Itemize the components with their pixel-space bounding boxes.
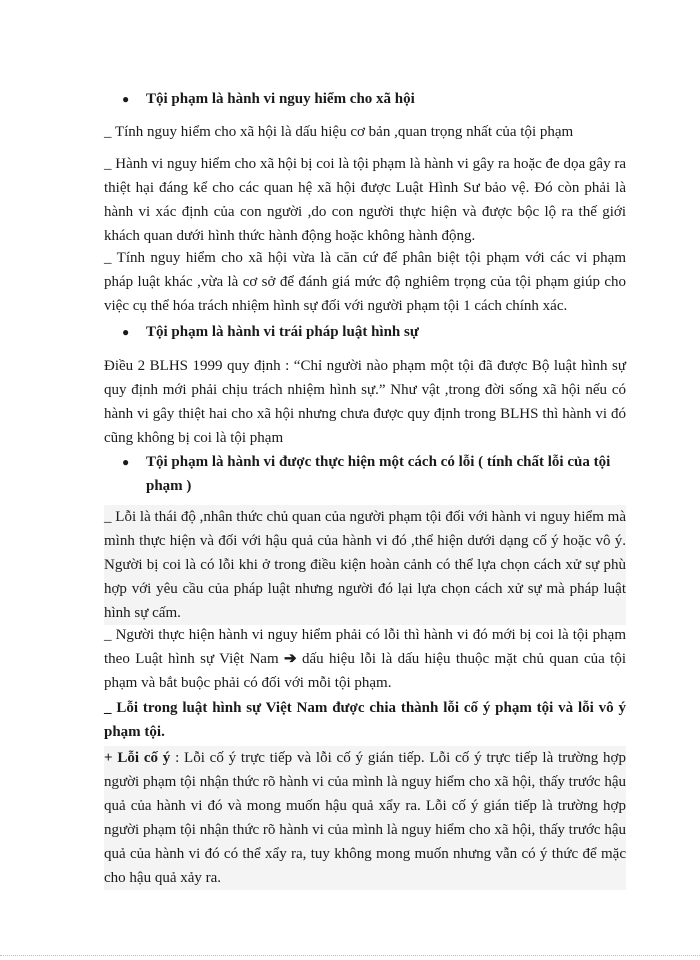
- bullet-icon: ●: [122, 455, 130, 469]
- paragraph-4: Điều 2 BLHS 1999 quy định : “Chỉ người nào phạm một tội đã được Bộ luật hình sự quy định mới phải chịu trách nhiệm hình sự.” Như vật ,trong đời sống xã hội nếu có hành vi gây thiệt hai cho xã hội nhưng chưa được quy định trong BLHS thì hành vi đó cũng không bị coi là tội phạm: [104, 358, 626, 446]
- bullet-icon: ●: [122, 92, 130, 106]
- heading-text: Tội phạm là hành vi nguy hiểm cho xã hội: [146, 91, 415, 107]
- paragraph-6-text-start: _ Người thực hiện hành vi nguy hiểm phải có lỗi thì hành vi đó mới bị coi là tội phạm theo Luật hình sự Việt Nam: [104, 627, 626, 667]
- bullet-heading-2: [116, 320, 636, 344]
- intentional-fault-label: + Lỗi cố ý: [104, 750, 171, 766]
- bullet-heading-1: [116, 87, 636, 111]
- paragraph-6: [104, 623, 626, 695]
- bullet-icon: ●: [122, 325, 130, 339]
- paragraph-1: _ Tính nguy hiểm cho xã hội là dấu hiệu cơ bản ,quan trọng nhất của tội phạm: [104, 124, 574, 140]
- paragraph-6-text-end: dấu hiệu lỗi là dấu hiệu thuộc mặt chủ quan của tội phạm và bắt buộc phải có đối với mỗi tội phạm.: [104, 651, 626, 691]
- heading-text: Tội phạm là hành vi trái pháp luật hình sự: [146, 324, 419, 340]
- heading-text: Tội phạm là hành vi được thực hiện một cách có lỗi ( tính chất lỗi của tội phạm ): [146, 454, 611, 494]
- paragraph-5: _ Lỗi là thái độ ,nhân thức chủ quan của người phạm tội đối với hành vi nguy hiểm mà mình thực hiện và đối với hậu quả của hành vi đó ,thể hiện dưới dạng cố ý hoặc vô ý. Người bị coi là có lỗi khi ở trong điều kiện hoàn cảnh có thể lựa chọn cách xử sự phù hợp với yêu cầu của pháp luật nhưng người đó lại lựa chọn cách xử sự mà pháp luật hình sự cấm.: [104, 505, 626, 625]
- paragraph-7: _ Lỗi trong luật hình sự Việt Nam được chia thành lỗi cố ý phạm tội và lỗi vô ý phạm tội.: [104, 700, 626, 740]
- bullet-heading-3: [116, 450, 636, 498]
- intentional-fault-text: : Lỗi cố ý trực tiếp và lỗi cố ý gián tiếp. Lỗi cố ý trực tiếp là trường hợp người phạm tội nhận thức rõ hành vi của mình là nguy hiểm cho xã hội, thấy trước hậu quả của hành vi đó và mong muốn hậu quả xẩy ra. Lỗi cố ý gián tiếp là trường hợp người phạm tội nhận thức rõ hành vi của mình là nguy hiểm cho xã hội, thấy trước hậu quả của hành vi đó có thể xẩy ra, tuy không mong muốn nhưng vẫn có ý thức để mặc cho hậu quả xảy ra.: [104, 750, 626, 886]
- paragraph-8: [104, 746, 626, 890]
- paragraph-2: _ Hành vi nguy hiểm cho xã hội bị coi là tội phạm là hành vi gây ra hoặc đe dọa gây ra thiệt hại đáng kể cho các quan hệ xã hội được Luật Hình Sư bảo vệ. Đó còn phải là hành vi xác định của con người ,do con người thực hiện và được bộc lộ ra thế giới khách quan dưới hình thức hành động hoặc không hành động.: [104, 156, 626, 244]
- page-bottom-rule: [0, 955, 700, 956]
- right-arrow-icon: ➔: [284, 651, 297, 667]
- paragraph-3: _ Tính nguy hiểm cho xã hội vừa là căn cứ để phân biệt tội phạm với các vi phạm pháp luật khác ,vừa là cơ sở để đánh giá mức độ nghiêm trọng của tội phạm giúp cho việc cụ thể hóa trách nhiệm hình sự đối với người phạm tội 1 cách chính xác.: [104, 250, 626, 314]
